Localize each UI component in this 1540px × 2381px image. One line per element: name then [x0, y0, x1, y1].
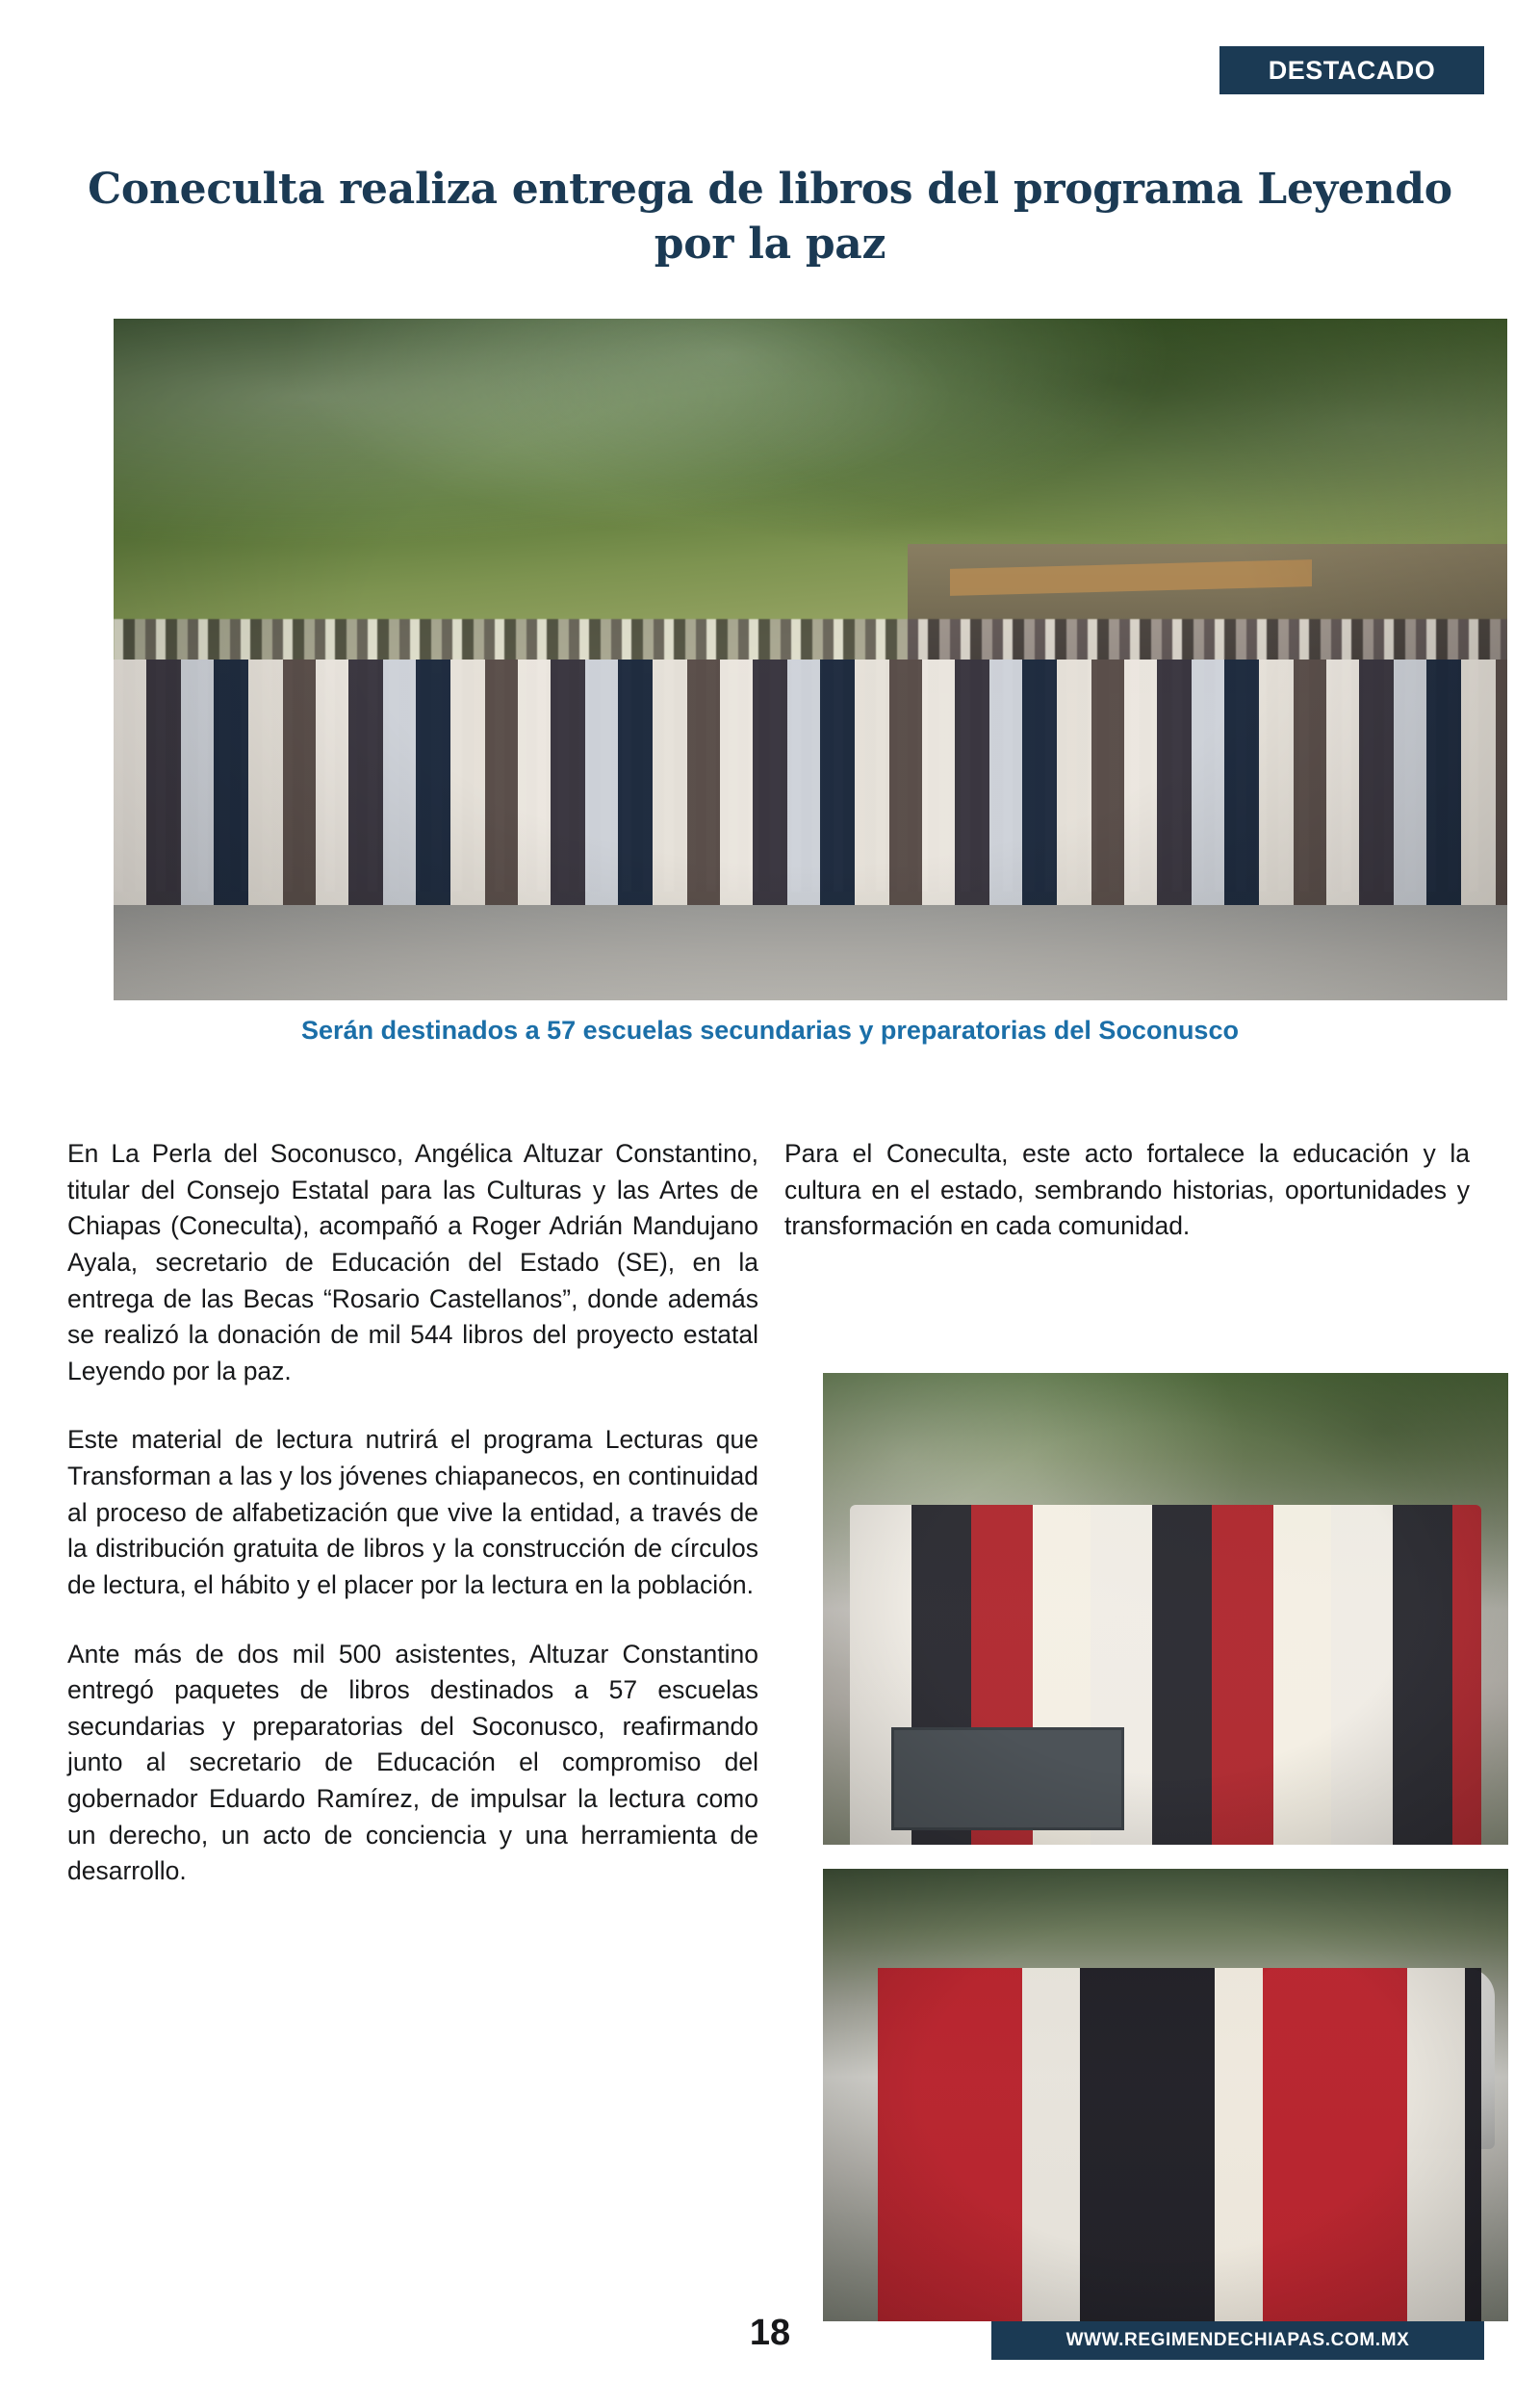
paragraph: Este material de lectura nutrirá el programa Lecturas que Transforman a las y los jóvenes chiapanecos, en continuidad al proceso de alfabetización que vive la entidad, a través de la distribución gratuita de libros y la construcción de círculos de lectura, el hábito y el placer por la lectura en la población.: [67, 1425, 758, 1599]
body-column-left: [67, 1136, 758, 1890]
paragraph: Para el Coneculta, este acto fortalece la educación y la cultura en el estado, sembrando historias, oportunidades y transformación en cada comunidad.: [784, 1139, 1470, 1241]
secondary-photo: [823, 1373, 1508, 1845]
tertiary-photo: [823, 1869, 1508, 2321]
page-number: 18: [749, 2313, 791, 2353]
destacado-badge-label: DESTACADO: [1268, 55, 1436, 85]
footer-website-bar[interactable]: [991, 2321, 1484, 2360]
footer-website-label: WWW.REGIMENDECHIAPAS.COM.MX: [1065, 2330, 1410, 2350]
paragraph: En La Perla del Soconusco, Angélica Altuzar Constantino, titular del Consejo Estatal para las Culturas y las Artes de Chiapas (Coneculta), acompañó a Roger Adrián Mandujano Ayala, secretario de Educación del Estado (SE), en la entrega de las Becas “Rosario Castellanos”, donde además se realizó la donación de mil 544 libros del proyecto estatal Leyendo por la paz.: [67, 1139, 758, 1385]
body-column-right: [784, 1136, 1470, 1245]
tertiary-photo-vignette: [823, 1869, 1508, 2321]
page-title: Coneculta realiza entrega de libros del programa Leyendo por la paz: [88, 165, 1452, 269]
secondary-photo-vignette: [823, 1373, 1508, 1845]
destacado-badge: [1219, 46, 1484, 94]
paragraph: Ante más de dos mil 500 asistentes, Altuzar Constantino entregó paquetes de libros destinados a 57 escuelas secundarias y preparatorias del Soconusco, reafirmando junto al secretario de Educación el compromiso del gobernador Eduardo Ramírez, de impulsar la lectura como un derecho, un acto de conciencia y una herramienta de desarrollo.: [67, 1639, 758, 1886]
photo-caption: Serán destinados a 57 escuelas secundarias y preparatorias del Soconusco: [301, 1016, 1239, 1045]
hero-photo: [114, 319, 1507, 1000]
hero-photo-vignette: [114, 319, 1507, 1000]
